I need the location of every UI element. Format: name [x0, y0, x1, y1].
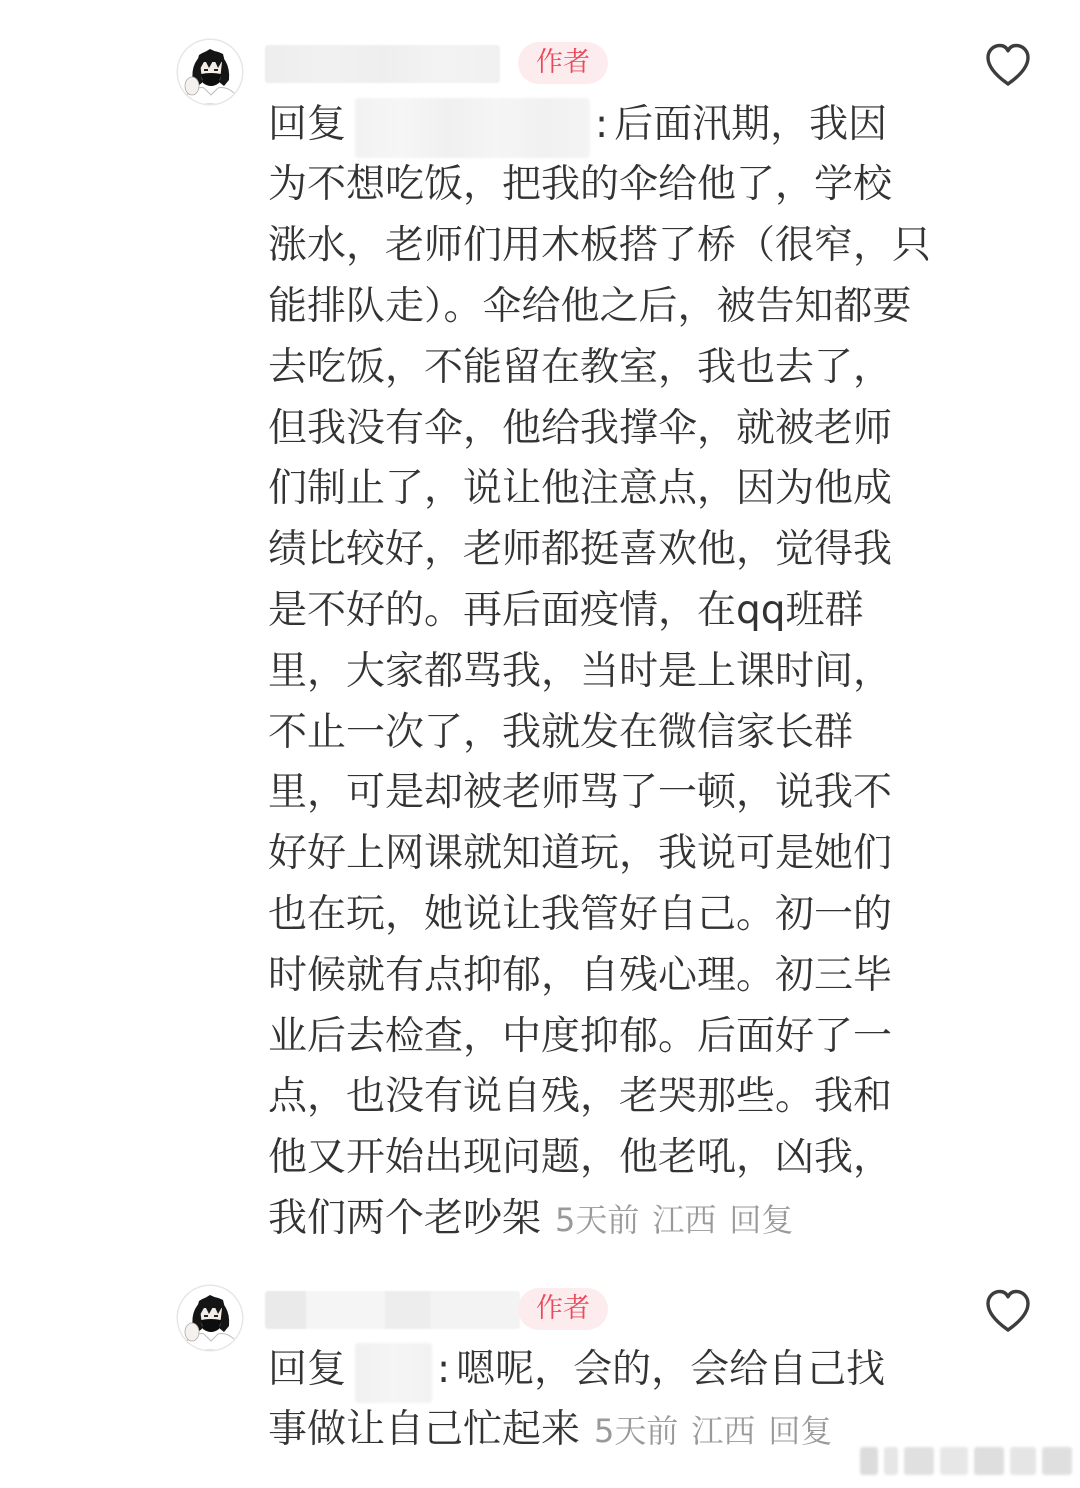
comment-text: 嗯呢，会的，会给自己找	[456, 1346, 886, 1392]
avatar-illustration	[178, 1286, 242, 1350]
author-badge: 作者	[518, 1288, 608, 1330]
comment-line: 是不好的。再后面疫情，在qq班群	[268, 587, 864, 633]
reply-prefix: 回复	[268, 1346, 347, 1392]
reply-button[interactable]: 回复	[729, 1200, 794, 1239]
comment-line: 点，也没有说自残，老哭那些。我和	[268, 1074, 893, 1120]
comment-line: 但我没有伞，他给我撑伞，就被老师	[268, 405, 893, 451]
like-button[interactable]	[984, 1288, 1032, 1334]
comment-line: 也在玩，她说让我管好自己。初一的	[268, 891, 893, 937]
comment-text: 后面汛期，我因	[614, 101, 888, 147]
comment-time: 5天前	[555, 1200, 640, 1239]
comment-line: 们制止了，说让他注意点，因为他成	[268, 466, 893, 512]
avatar-illustration	[178, 40, 242, 104]
reply-prefix: 回复	[268, 101, 347, 147]
comment-line: 他又开始出现问题，他老吼，凶我，	[268, 1135, 893, 1181]
comment-text: 事做让自己忙起来	[268, 1407, 581, 1453]
redacted-reply-target[interactable]	[355, 98, 590, 158]
redacted-username[interactable]	[265, 1291, 520, 1329]
heart-icon[interactable]	[984, 42, 1032, 88]
reply-colon: :	[595, 101, 609, 147]
reply-colon: :	[437, 1346, 451, 1392]
comment-location: 江西	[691, 1412, 756, 1451]
comment-line	[268, 1340, 968, 1401]
author-badge: 作者	[518, 42, 608, 84]
redacted-username[interactable]	[265, 45, 500, 83]
redacted-reply-target[interactable]	[355, 1343, 432, 1403]
comment-time: 5天前	[594, 1412, 679, 1451]
like-button[interactable]	[984, 42, 1032, 88]
comment-line: 里，可是却被老师骂了一顿，说我不	[268, 770, 893, 816]
heart-icon[interactable]	[984, 1288, 1032, 1334]
comment-line: 时候就有点抑郁，自残心理。初三毕	[268, 952, 893, 998]
comment-text: 我们两个老吵架	[268, 1195, 542, 1241]
comment-line: 不止一次了，我就发在微信家长群	[268, 709, 854, 755]
comment-body	[268, 95, 968, 1250]
comment-line: 里，大家都骂我，当时是上课时间，	[268, 648, 893, 694]
reply-button[interactable]: 回复	[768, 1412, 833, 1451]
comment-line	[268, 95, 968, 156]
avatar[interactable]	[178, 40, 242, 104]
comment-line: 绩比较好，老师都挺喜欢他，觉得我	[268, 527, 893, 573]
comment-line: 去吃饭，不能留在教室，我也去了，	[268, 344, 893, 390]
comment-line: 能排队走）。伞给他之后，被告知都要	[268, 283, 912, 329]
watermark	[860, 1442, 1074, 1480]
comment-line: 好好上网课就知道玩，我说可是她们	[268, 831, 893, 877]
comment-line: 业后去检查，中度抑郁。后面好了一	[268, 1013, 893, 1059]
comment-line	[268, 1189, 968, 1250]
comment-line: 涨水，老师们用木板搭了桥（很窄，只	[268, 223, 932, 269]
avatar[interactable]	[178, 1286, 242, 1350]
comment-location: 江西	[652, 1200, 717, 1239]
comment-line: 为不想吃饭，把我的伞给他了，学校	[268, 162, 893, 208]
